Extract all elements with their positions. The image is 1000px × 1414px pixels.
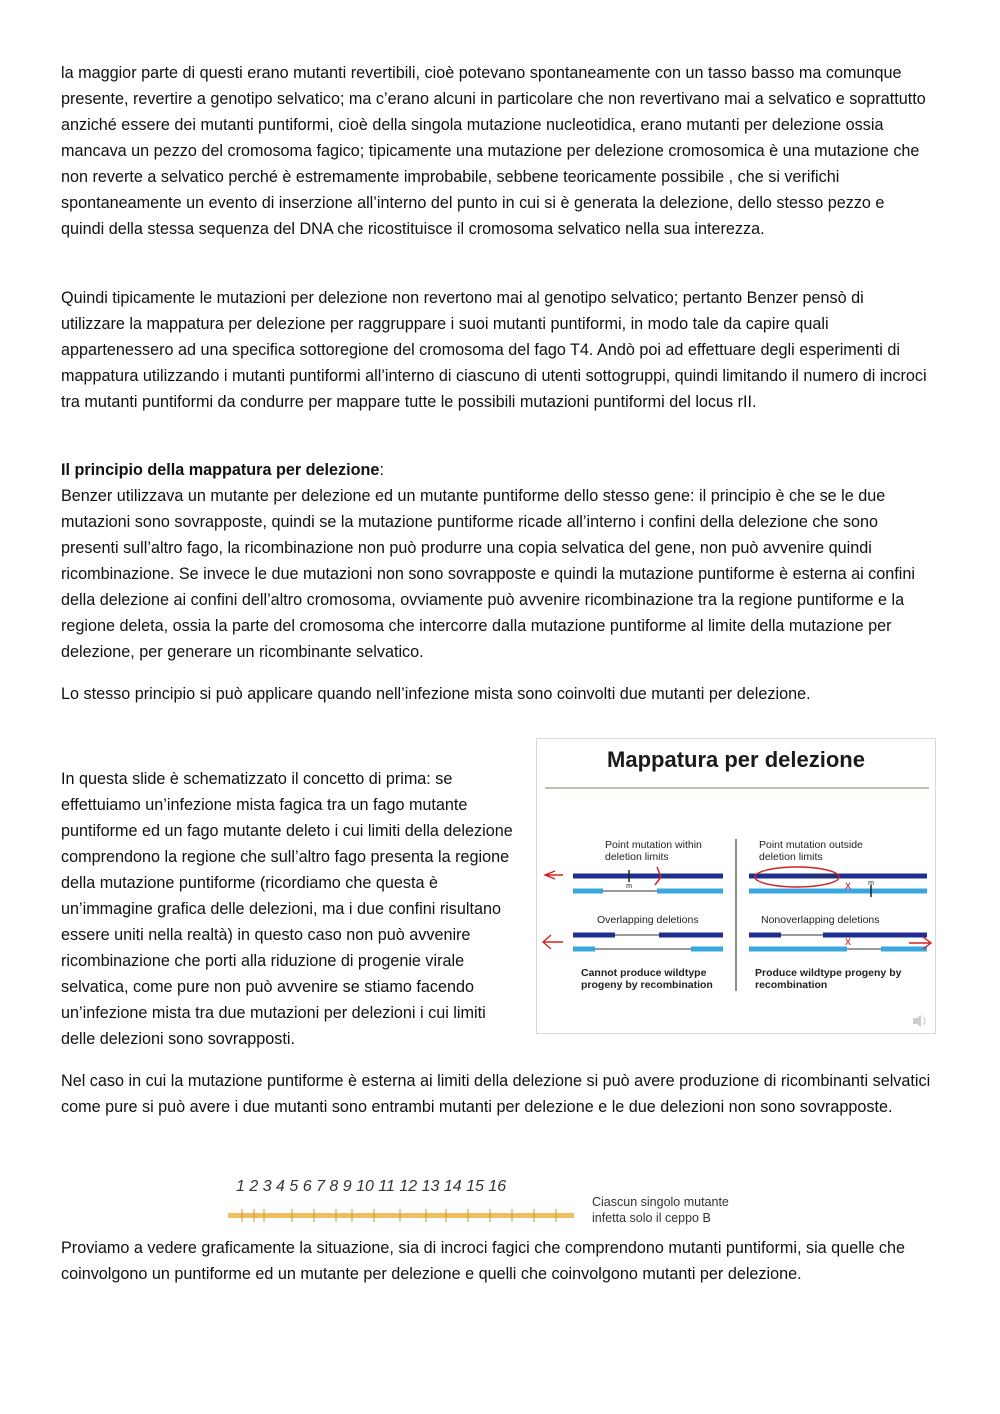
paragraph-two-deletions: Lo stesso principio si può applicare quando nell’infezione mista sono coinvolti due mutanti per delezione.: [61, 685, 811, 703]
paragraph-outside-deletion: Nel caso in cui la mutazione puntiforme è esterna ai limiti della delezione si può avere produzione di ricombinanti selvatici come pure si può avere i due mutanti sono entrambi mutanti per delezione e le due delezioni non sono sovrapposte.: [61, 1072, 931, 1116]
speaker-icon: [913, 1015, 925, 1027]
paragraph-revertible-mutants: la maggior parte di questi erano mutanti revertibili, cioè potevano spontaneamente con un tasso basso ma comunque presente, revertire a genotipo selvatico; ma c’erano alcuni in particolare che non revertivano mai a selvatico e soprattutto anziché essere dei mutanti puntiformi, cioè della singola mutazione nucleotidica, erano mutanti per delezione ossia mancava un pezzo del cromosoma fagico; tipicamente una mutazione per delezione cromosomica è una mutazione che non reverte a selvatico perché è estremamente improbabile, sebbene teoricamente possibile , che si verifichi spontaneamente un evento di inserzione all’interno del punto in cui si è generata la delezione, dello stesso pezzo e quindi della stessa sequenza del DNA che ricostituisce il cromosoma selvatico nella sua interezza.: [61, 64, 926, 238]
marker-m-left: m: [626, 883, 632, 890]
paragraph-graphical-view: Proviamo a vedere graficamente la situazione, sia di incroci fagici che comprendono mutanti puntiformi, sia quelle che coinvolgono un puntiforme ed un mutante per delezione e quelli che coinvolgono mutanti per delezione.: [61, 1239, 905, 1283]
scale-caption-line1: Ciascun singolo mutante: [592, 1195, 729, 1209]
section-heading: [61, 457, 931, 483]
scale-numbers: 1 2 3 4 5 6 7 8 9 10 11 12 13 14 15 16: [236, 1178, 507, 1195]
red-x-mark-mid: x: [845, 934, 851, 948]
label-nonoverlapping-deletions: Nonoverlapping deletions: [761, 914, 880, 926]
red-arrow-left-top: [545, 871, 563, 879]
label-produce-wildtype: Produce wildtype progeny by recombination: [755, 967, 902, 991]
red-x-mark-top: x: [845, 878, 851, 892]
slide-title: Mappatura per delezione: [607, 747, 865, 772]
scale-caption-line2: infetta solo il ceppo B: [592, 1211, 711, 1225]
slide-figure: [536, 738, 936, 1034]
heading-colon: :: [379, 461, 384, 479]
paragraph-slide-explanation: In questa slide è schematizzato il concetto di prima: se effettuiamo un’infezione mista fagica tra un fago mutante puntiforme ed un fago mutante deleto i cui limiti della delezione comprendono la regione che sull’altro fago presenta la regione della mutazione puntiforme (ricordiamo che questa è un’immagine grafica delle delezioni, ma i due confini risultano essere uniti nella realtà) in questo caso non può avvenire ricombinazione che porti alla riduzione di progenie virale selvatica, come pure non può avvenire se stiamo facendo un’infezione mista tra due mutazioni per delezioni i cui limiti delle delezioni sono sovrapposti.: [61, 770, 513, 1048]
label-point-outside: Point mutation outside deletion limits: [759, 839, 863, 863]
section-deletion-principle: [61, 457, 931, 665]
scale-bar-line: [228, 1213, 574, 1218]
label-point-within: Point mutation within deletion limits: [605, 839, 702, 863]
heading-bold-text: Il principio della mappatura per delezione: [61, 461, 380, 479]
red-arrow-left-mid: [543, 935, 563, 949]
paragraph-principle-body: Benzer utilizzava un mutante per delezione ed un mutante puntiforme dello stesso gene: il principio è che se le due mutazioni sono sovrapposte, quindi se la mutazione puntiforme ricade all’interno i confini della delezione che sono presenti sull’altro fago, la ricombinazione non può produrre una copia selvatica del gene, non può avvenire quindi ricombinazione. Se invece le due mutazioni non sono sovrapposte e quindi la mutazione puntiforme è esterna ai confini della delezione ai confini dell’altro cromosoma, ovviamente può avvenire ricombinazione tra la regione puntiforme e la regione deleta, ossia la parte del cromosoma che intercorre dalla mutazione puntiforme al limite della mutazione per delezione, per generare un ricombinante selvatico.: [61, 487, 915, 661]
slide-diagram: [537, 739, 937, 1035]
label-overlapping-deletions: Overlapping deletions: [597, 914, 699, 926]
scale-caption: [592, 1194, 729, 1226]
marker-m-right: m: [868, 880, 874, 887]
scale-bar: [228, 1206, 578, 1228]
paragraph-deletion-mapping-benzer: Quindi tipicamente le mutazioni per delezione non revertono mai al genotipo selvatico; pertanto Benzer pensò di utilizzare la mappatura per delezione per raggruppare i suoi mutanti puntiformi, in modo tale da capire quali appartenessero ad una specifica sottoregione del cromosoma del fago T4. Andò poi ad effettuare degli esperimenti di mappatura utilizzando i mutanti puntiformi all’interno di ciascuno di utenti sottogruppi, quindi limitando il numero di incroci tra mutanti puntiformi da condurre per mappare tutte le possibili mutazioni puntiformi del locus rII.: [61, 289, 927, 411]
mutant-scale-figure: [228, 1172, 748, 1232]
label-cannot-produce-wildtype: Cannot produce wildtype progeny by recombination: [581, 967, 713, 991]
